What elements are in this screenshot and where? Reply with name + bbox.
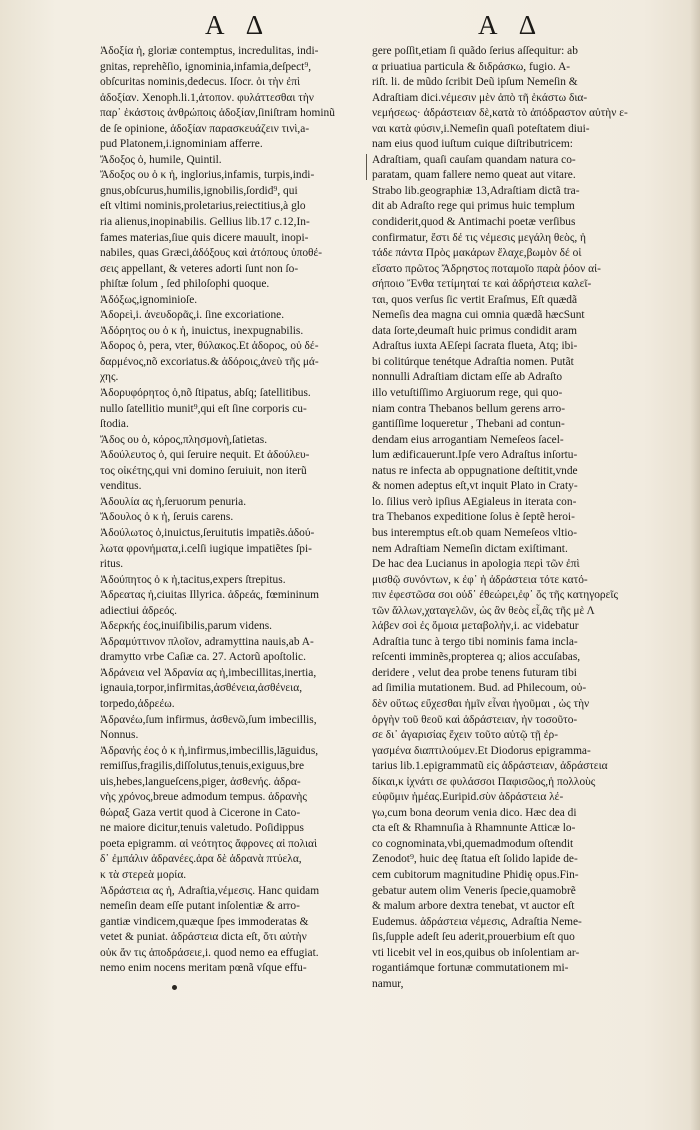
text-line: Strabo lib.geographiæ 13,Adraſtiam dictã tra- [372,184,580,197]
text-line: & nomen adeptus eſt,vt inquit Plato in Craty- [372,480,578,493]
text-line: nemeſin deam eſſe putant inſolentiæ & arro- [100,900,300,913]
text-line: eſt vltimi nominis,proletarius,reiectitius,à glo [100,200,306,213]
text-line: Ἀδορος ὁ, pera, vter, θύλακος.Et ἀδορος, οὐ δέ- [100,340,319,353]
text-line: remiſſus,fragilis,diſſolutus,tenuis,exiguus,bre [100,760,305,773]
text-line: reſcenti imminẽs,propterea q; alios accuſabas, [372,651,581,664]
text-line: nonnulli Adraſtiam dictam eſſe ab Adraſto [372,371,563,384]
text-line: bi colitúrque tenétque Adraſtia nomen. Putãt [372,355,574,368]
text-line: μισθῷ συνόντων, κ ἐφ᾽ ἡ ἀδράστεια τότε κατό- [372,573,588,586]
text-line: dramytto vrbe Caſiæ ca. 27. Actorũ apoſtolic. [100,651,306,664]
text-line: vetet & puniat. ἀδράστεια dicta eſt, ὅτι αὐτὴν [100,931,307,944]
text-line: νεμήσεως· ἀδράστειαν δὲ,κατὰ τὸ ἀπόδραστον αὐτὴν ε- [372,107,628,120]
text-line: Ἀδορυφόρητος ὁ,nõ ſtipatus, abſq; ſatellitibus. [100,387,311,400]
text-line: πιν ἐφεστῶσα σοι οὐδ᾽ ἐθεώρει,ἐφ᾽ ὅς τῆς κατηγορεῖς [372,589,618,602]
text-line: ria alienus,inopinabilis. Gellius lib.17 c.12,In- [100,216,310,229]
text-line: Ἀδοξία ἡ, gloriæ contemptus, incredulitas, indi- [100,45,319,57]
text-line: οὐκ ἄν τις ἀποδράσειε,i. quod nemo ea effugiat. [100,946,319,959]
text-line: κ τὰ στερεὰ μορία. [100,868,187,881]
text-line: gantiæ vindicem,quæque ſpes immoderatas & [100,915,309,928]
text-line: co cognominata,vbi,quemadmodum oſtendit [372,837,574,850]
text-line: nullo ſatellitio munit⁹,qui eſt ſine corporis cu- [100,402,307,415]
text-line: Ἄδος ου ὁ, κόρος,πλησμονὴ,ſatietas. [100,433,268,446]
text-line: & malum arbore dextra tenebat, vt auctor eſt [372,900,575,913]
text-line: bus interemptus eſt.ob quam Nemeſeos vltio- [372,526,577,539]
text-line: obſcuritas nominis,dedecus. Iſocr. ὁι τὴν ἐπὶ [100,76,301,89]
text-line: riſt. li. de mũdo ſcribit Deũ ipſum Nemeſin & [372,76,578,89]
text-line: tra Thebanos expeditione ſolus è ſeptẽ heroi- [372,511,575,524]
text-line: Ἀδουλία ας ἡ,ſeruorum penuria. [100,495,247,508]
text-line: γω,cum bona deorum venia dico. Hæc dea di [372,806,577,819]
text-line: gnitas, reprehẽſio, ignominia,infamia,deſpect⁹, [100,60,312,73]
text-line: Adraſtiam, quaſi cauſam quandam natura co- [372,153,576,166]
text-line: χης. [100,371,119,384]
text-line: rogantiámque fortunæ commutationem mi- [372,962,569,975]
text-line: θώραξ Gaza vertit quod à Cicerone in Cato- [100,806,301,819]
text-line: ad ſimilia mutationem. Bud. ad Philecoum, οὐ- [372,682,587,695]
header-right: A Δ [478,10,545,40]
text-line: δ᾽ ἐμπάλιν ἀδρανέες.ἀρα δὲ ἀδρανὰ πτύελα, [100,853,302,866]
header-left: A Δ [205,10,272,40]
text-line: de ſe opinione, ἀδοξίαν παρασκευάζειν τινὶ,a- [100,122,310,135]
text-line: Ἀδράνεια vel Ἀδρανία ας ἡ,imbecillitas,inertia, [100,666,317,679]
text-line: fames materias,ſiue quis dicere mauult, inopi- [100,231,309,244]
text-line: gebatur autem olim Veneris ſpecie,quamobrẽ [372,884,576,897]
text-line: ται, quos verſus ſic vertit Eraſmus, Eſt quædã [372,293,578,306]
text-line: Ἀδράστεια ας ἡ, Adraſtia,νέμεσις. Hanc quidam [100,884,320,897]
text-line: νὴς χρόνος,breue admodum tempus. ἀδρανὴς [100,791,307,804]
text-line: Ἄδοξος ὁ, humile, Quintil. [100,153,222,166]
text-line: σήποιο Ἔνθα τετίμηταί τε καὶ ἀδρήστεια καλεῖ- [372,278,592,291]
text-line: venditus. [100,480,142,493]
text-line: Ἀδραμύττινον πλοῖον, adramyttina nauis,ab A- [100,635,314,648]
left-column [100,44,386,977]
text-line: Ἀδούλωτος ὁ,inuictus,ſeruitutis impatiẽs.ἀδού- [100,526,315,539]
text-line: Zenodot⁹, huic deę ſtatua eſt ſolido lapide de- [372,853,578,866]
text-line: ne maiore dicitur,tenuis valetudo. Poſidippus [100,822,304,835]
text-line: Ἀδόξως,ignominioſe. [100,293,198,306]
text-line: natus re infecta ab oppugnatione deſtitit,vnde [372,464,578,477]
text-line: nam eius quod iuſtum cuique diſtributricem: [372,138,573,151]
text-line: Ἀδερκής έος,inuiſibilis,parum videns. [100,620,273,633]
text-line: nem Adraſtiam Nemeſin dictam exiſtimant. [372,542,568,555]
right-column [372,44,658,992]
text-line: Ἀδούπητος ὁ κ ἡ,tacitus,expers ſtrepitus. [100,573,286,586]
text-line: gantiſſime loqueretur , Thebani ad contun- [372,418,565,431]
text-line: Nemeſis dea magna cui omnia quædã hæcSunt [372,309,585,322]
text-line: εὐφῦμιν ἡμέας.Euripid.σὺν ἀδράστεια λέ- [372,791,564,804]
text-line: De hac dea Lucianus in apologia περὶ τῶν ἐπὶ [372,558,580,571]
text-line: γασμένα διαπτιλούμεν.Et Diodorus epigramma- [372,744,591,757]
text-line: ſis,ſupple adeſt ſeu aderit,prouerbium eſt quo [372,931,575,944]
text-line: lum ædificauerunt.Ipſe vero Adraſtus inſortu- [372,449,578,462]
text-line: ἀδοξίαν. Xenoph.li.1,ἀτοπον. φυλάττεσθαι τὴν [100,91,314,104]
text-line: dit ab Adraſto rege qui primus huic templum [372,200,575,213]
text-line: σεις appellant, & veteres adorti ſunt non ſo- [100,262,299,275]
text-line: confirmatur, ἔστι δέ τις νέμεσις μεγάλη θεὸς, ἡ [372,231,587,244]
text-line: ſtodia. [100,418,129,431]
text-line: Adraſtia tunc à tergo tibi nominis fama incla- [372,635,578,648]
text-line: δίκαι,κ ἰχνάτι σε φυλάσσοι Παφισῶος,ἡ πολλοὺς [372,775,596,788]
text-line: gnus,obſcurus,humilis,ignobilis,ſordid⁹, qui [100,184,298,197]
text-line: namur, [372,977,404,990]
margin-rule [366,154,367,180]
text-line: niam contra Thebanos bellum gerens arro- [372,402,566,415]
text-line: illo vetuſtiſſimo Argiuorum rege, qui quo- [372,387,563,400]
text-line: dendam eius arrogantiam Nemeſeos ſacel- [372,433,564,446]
text-line: τῶν ἄλλων,χαταγελῶν, ὡς ἂν θεὸς εἶ,ἂς τῆς μὲ Λ [372,604,595,617]
text-line: λωτα φρονήματα,i.celſi iugique impatiẽtes ſpi- [100,542,312,555]
text-line: Ἀδορεὶ,i. ἀνευδορᾶς,i. ſine excoriatione. [100,309,285,322]
text-line: Ἀδρεατας ἡ,ciuitas Illyrica. ἀδρεάς, fœmininum [100,589,320,602]
text-line: ignauia,torpor,infirmitas,ἀσθένεια,ἀσθένεια, [100,682,303,695]
text-line: deridere , velut dea probe tenens futuram tibi [372,666,577,679]
text-line: ὀργὴν τοῦ θεοῦ καὶ ἀδράστειαν, ἡν τοσοῦτο- [372,713,578,726]
text-line: Ἀδούλευτος ὁ, qui ſeruire nequit. Et ἀδούλευ- [100,449,310,462]
text-line: εἵσατο πρῶτος Ἄδρηστος ποταμοῖο παρὰ ῥόον αἰ- [372,262,601,275]
text-line: λάβεν σοὶ ἐς ὅμοια μεταβολὴν,i. ac videbatur [372,620,579,633]
text-line: paratam, quam fallere nemo queat aut vitare. [372,169,576,182]
text-line: Ἀδρανής έος ὁ κ ἡ,infirmus,imbecillis,lāguidus, [100,744,319,757]
text-line: adiectiui ἀδρεός. [100,604,177,617]
page-header [0,10,700,46]
text-line: condiderit,quod & Antimachi poetæ verſibus [372,216,576,229]
text-line: tarius lib.1.epigrammatũ εἰς ἀδράστειαν, ἀδράστεια [372,760,608,773]
text-line: δαρμένος,nõ excoriatus.& ἀδόροις,ἀνεὺ τῆς μά- [100,355,319,368]
text-line: παρ᾽ ἑκάστοις ἀνθρώποις ἀδοξίαν,ſiniſtram hominũ [100,107,335,120]
text-line: vti licebit vel in eos,quibus ob inſolentiam ar- [372,946,580,959]
text-line: pud Platonem,i.ignominiam afferre. [100,138,263,151]
text-line: ritus. [100,558,124,571]
text-line: nemo enim nocens meritam pœnã vſque effu- [100,962,307,975]
text-line: Ἄδουλος ὁ κ ἡ, ſeruis carens. [100,511,234,524]
text-line: τος οἰκέτης,qui vni domino ſeruiuit, non iterũ [100,464,307,477]
text-line: Nonnus. [100,729,139,742]
text-line: Ἀδρανέω,ſum infirmus, ἀσθενῶ,ſum imbecillis, [100,713,317,726]
text-line: nabiles, quas Græci,ἀδόξους καὶ ἀτόπους ὑποθέ- [100,247,323,260]
text-line: Eudemus. ἀδράστεια νέμεσις, Adraſtia Neme- [372,915,582,928]
text-line: τάδε πάντα Πρὸς μακάρων ἔλαχε,βωμὸν δέ οἱ [372,247,582,260]
text-line: uis,hebes,langueſcens,piger, ἀσθενής. ἀδρα- [100,775,301,788]
text-line: ναι κατὰ φύσιν,i.Nemeſin quaſi poteſtatem diui- [372,122,590,135]
text-line: σε δι᾽ ἀγαρισίας ἔχειν τοῦτο αὐτῷ τῇ ἐρ- [372,729,558,742]
text-line: data ſorte,deumaſt huic primus condidit aram [372,324,577,337]
page-spine-shadow [690,0,700,1130]
text-line: Adraſtus iuxta AEſepi ſacrata flueta, Atq; ibi- [372,340,578,353]
text-line: cem cubitorum magnitudine Phidię opus.Fin- [372,868,579,881]
text-line: Ἀδόρητος ου ὁ κ ἡ, inuictus, inexpugnabilis. [100,324,304,337]
text-line: Adraſtiam dici.νέμεσιν μὲν ἀπὸ τῆ ἑκάστω δια- [372,91,588,104]
text-line: torpedo,ἀδρεέω. [100,697,175,710]
text-line: phiſtæ ſolum , ſed philoſophi quoque. [100,278,270,291]
signature-dot [172,985,177,990]
text-line: lo. ſilius verò ipſius AEgialeus in iterata con- [372,495,577,508]
text-line: Ἄδοξος ου ὁ κ ἡ, inglorius,infamis, turpis,indi- [100,169,315,182]
text-line: cta eſt & Rhamnuſia à Rhamnunte Atticæ lo- [372,822,576,835]
text-line: δὲν οὕτως εὔχεσθαι ἡμῖν εἶναι ἡγοῦμαι , ὡς τὴν [372,697,590,710]
text-line: α priuatiua particula & διδράσκω, fugio. A- [372,60,571,73]
text-line: poeta epigramm. αἱ νεότητος ἄφρονες αἱ πολιαὶ [100,837,318,850]
text-line: gere poſſit,etiam ſi quãdo ſerius aſſequitur: ab [372,45,578,57]
